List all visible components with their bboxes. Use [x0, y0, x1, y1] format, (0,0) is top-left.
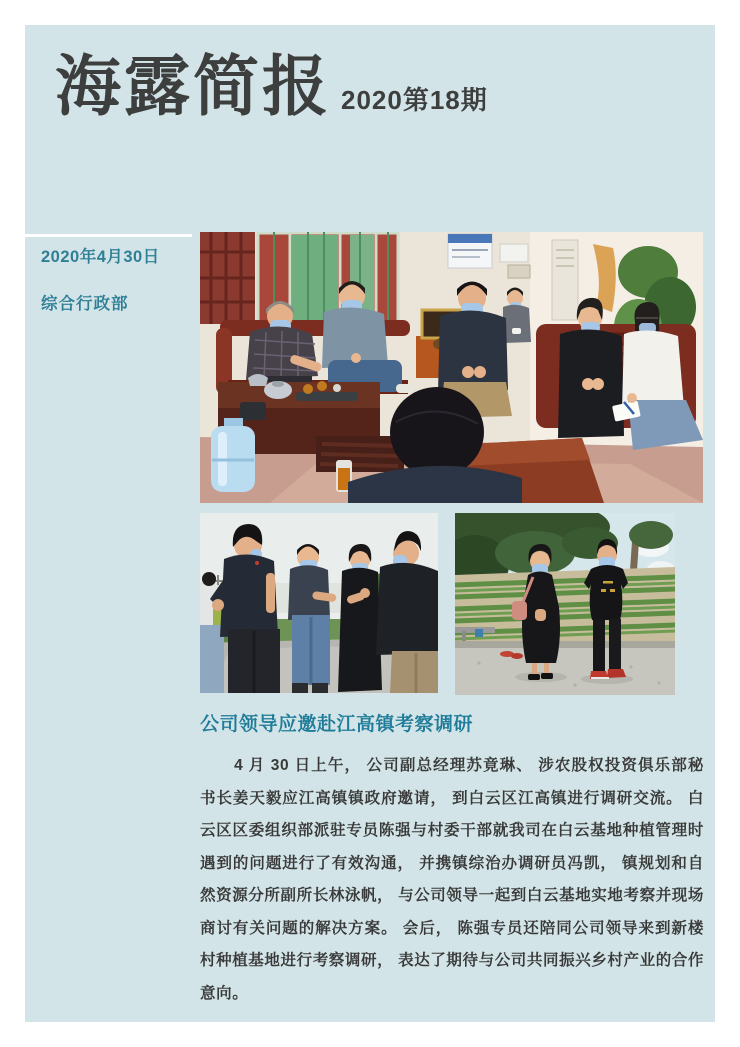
newsletter-title: 海露简报: [55, 49, 331, 123]
sidebar: [41, 243, 191, 314]
publication-date: 2020年4月30日: [41, 248, 160, 266]
field-visit-illustration: [455, 513, 675, 695]
article-body: 4 月 30 日上午， 公司副总经理苏竟琳、 涉农股权投资俱乐部秘书长姜天毅应江高镇镇政府邀请， 到白云区江高镇进行调研交流。 白云区区委组织部派驻专员陈强与村委干部就我司在白云基地种植管理时遇到的问题进行了有效沟通， 并携镇综治办调研员冯凯， 镇规划和自然资源分所副所长林泳帆， 与公司领导一起到白云基地实地考察并现场商讨有关问题的解决方案。 会后， 陈强专员还陪同公司领导来到新楼村种植基地进行考察调研， 表达了期待与公司共同振兴乡村产业的合作意向。: [200, 757, 705, 1002]
outdoor-discussion-illustration: [200, 513, 438, 693]
outdoor-discussion-photo: [200, 513, 438, 693]
meeting-room-illustration: [200, 232, 703, 503]
meeting-room-photo: [200, 232, 703, 503]
masthead: [55, 49, 488, 123]
field-visit-photo: [455, 513, 675, 695]
newsletter-page: [25, 25, 715, 1022]
sidebar-divider: [25, 234, 192, 237]
article-heading: 公司领导应邀赴江高镇考察调研: [200, 714, 474, 735]
department-label: 综合行政部: [41, 295, 129, 313]
article: [200, 709, 704, 1010]
issue-number: 2020第18期: [341, 85, 488, 115]
